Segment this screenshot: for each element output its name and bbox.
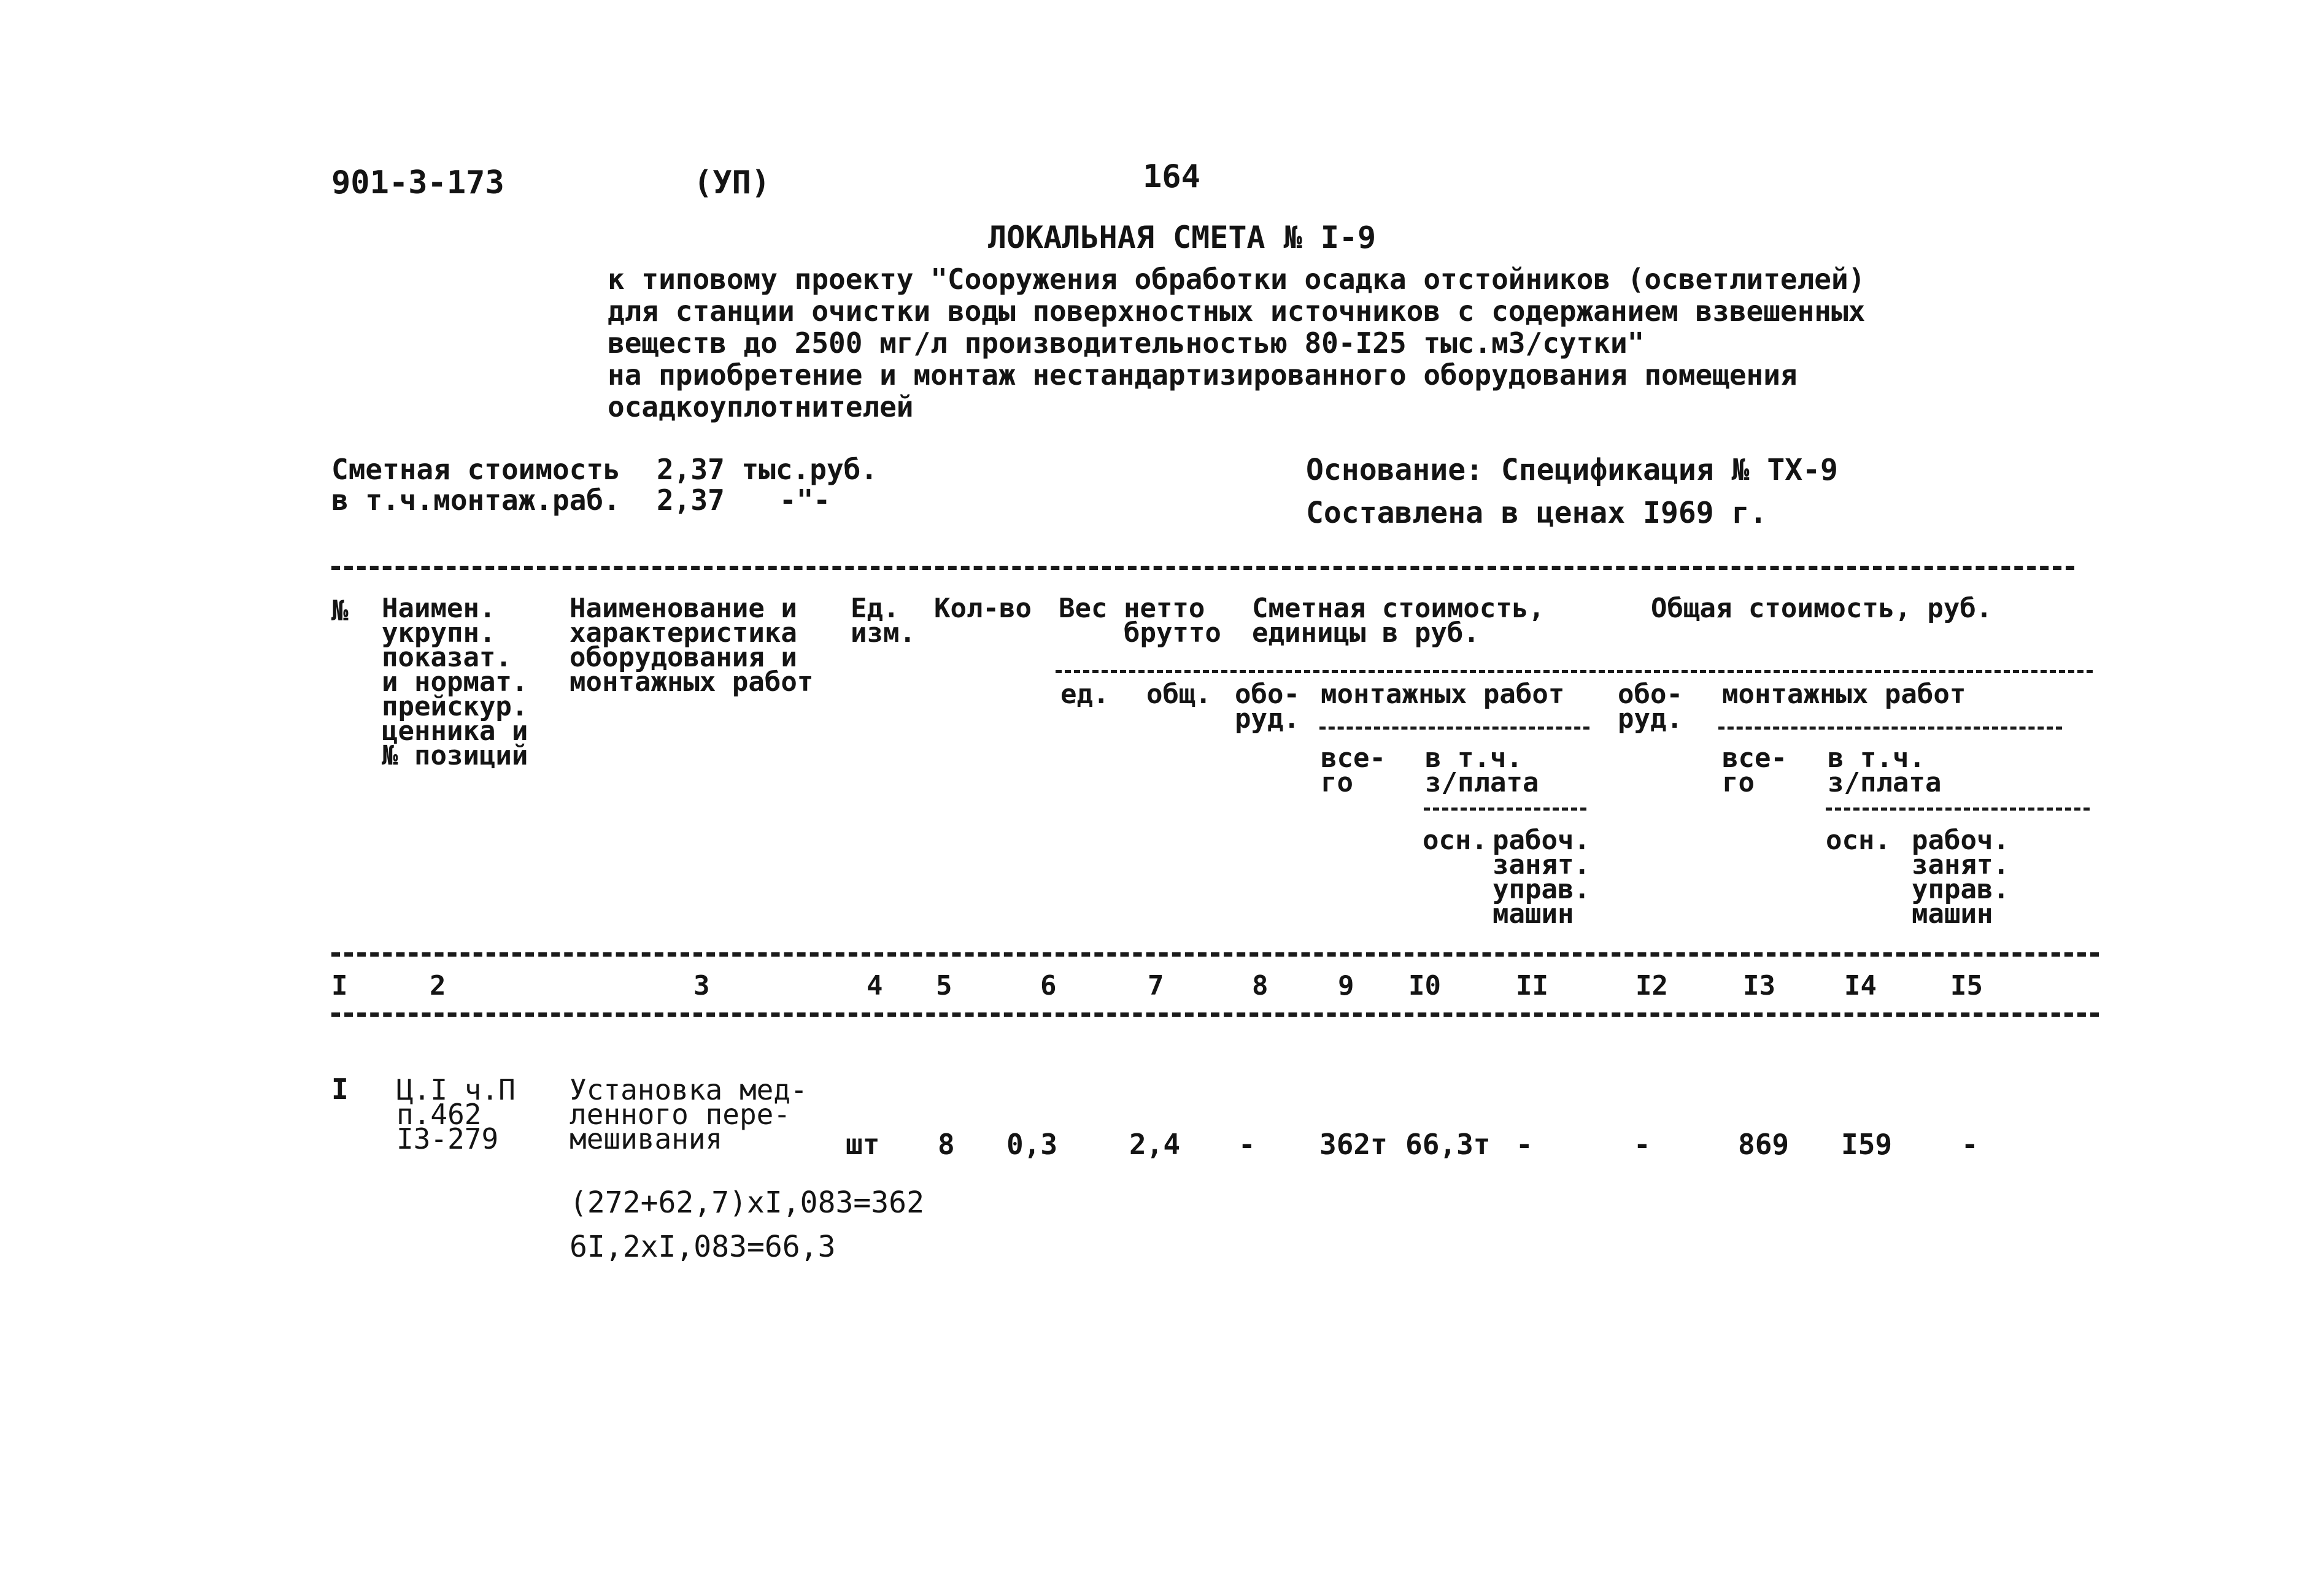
col-num: II (1516, 970, 1548, 1001)
subtitle-line: осадкоуплотнителей (608, 390, 914, 423)
row-machines-unit: - (1516, 1128, 1533, 1161)
rule-sub-1 (1056, 670, 2093, 673)
col-num: 3 (693, 970, 710, 1001)
row-mount-unit: 362т (1319, 1128, 1388, 1161)
col-num: I4 (1844, 970, 1877, 1001)
subtitle-line: к типовому проекту "Сооружения обработки осадка отстойников (осветлителей) (608, 263, 1866, 296)
subtitle-line: на приобретение и монтаж нестандартизированного оборудования помещения (608, 358, 1798, 391)
prices-year: Составлена в ценах I969 г. (1306, 496, 1767, 530)
calc-line: (272+62,7)хI,083=362 (570, 1185, 924, 1220)
header-total-cost: Общая стоимость, руб. (1651, 593, 1993, 624)
subtitle-line: для станции очистки воды поверхностных источников с содержанием взвешенных (608, 295, 1866, 328)
rule-wage-1 (1424, 808, 1586, 811)
header-incl-total: в т.ч. з/плата (1828, 742, 1942, 798)
subtitle-line: веществ до 2500 мг/л производительностью 80-I25 тыс.м3/сутки" (608, 326, 1645, 360)
col-num: 8 (1252, 970, 1269, 1001)
header-col-4: Ед. изм. (851, 593, 916, 649)
col-num: I2 (1636, 970, 1668, 1001)
header-all-unit: все- го (1321, 742, 1386, 798)
cost-value-2: 2,37 (657, 484, 725, 517)
rule-mount-1 (1319, 727, 1589, 730)
row-code: Ц.I ч.П п.462 I3-279 (396, 1073, 516, 1155)
row-wage-unit: 66,3т (1405, 1128, 1491, 1161)
subtitle-block (608, 265, 1865, 421)
header-col-1: № (331, 594, 349, 627)
row-wage-total: I59 (1841, 1128, 1893, 1161)
header-unit-cost: Сметная стоимость, единицы в руб. (1252, 593, 1545, 649)
cost-ditto: -"- (779, 484, 831, 517)
header-basic-total: осн. (1826, 825, 1891, 856)
cost-label-1: Сметная стоимость (331, 453, 620, 486)
header-all-total: все- го (1722, 742, 1787, 798)
col-num: 9 (1338, 970, 1354, 1001)
rule-head-bottom (331, 952, 2099, 957)
header-weight-unit: ед. (1060, 679, 1110, 710)
header-weight: Вес нетто брутто (1059, 593, 1221, 649)
header-col-3: Наименование и характеристика оборудования и монтажных работ (570, 593, 814, 698)
header-incl-unit: в т.ч. з/плата (1425, 742, 1539, 798)
document-title: ЛОКАЛЬНАЯ СМЕТА № I-9 (988, 220, 1377, 255)
cost-value-1: 2,37 тыс.руб. (657, 453, 878, 486)
album-mark: (УП) (693, 164, 771, 201)
row-qty: 8 (938, 1128, 955, 1161)
row-number: I (331, 1073, 349, 1106)
col-num: 2 (430, 970, 446, 1001)
cost-label-2: в т.ч.монтаж.раб. (331, 484, 620, 517)
header-weight-total: общ. (1146, 679, 1211, 710)
col-num: I3 (1743, 970, 1775, 1001)
header-basic-unit: осн. (1423, 825, 1488, 856)
col-num: 7 (1148, 970, 1164, 1001)
header-equip-total: обо- руд. (1618, 679, 1683, 734)
rule-num-bottom (331, 1012, 2099, 1017)
col-num: 5 (936, 970, 952, 1001)
header-mount-unit: монтажных работ (1321, 679, 1565, 710)
row-equip-unit: - (1238, 1128, 1256, 1161)
basis: Основание: Спецификация № ТХ-9 (1306, 453, 1838, 487)
rule-top (331, 566, 2074, 570)
row-unit: шт (846, 1128, 880, 1161)
row-weight-total: 2,4 (1129, 1128, 1181, 1161)
header-mount-total: монтажных работ (1722, 679, 1966, 710)
header-equip-unit: обо- руд. (1235, 679, 1300, 734)
col-num: I (331, 970, 348, 1001)
calc-line: 6I,2хI,083=66,3 (570, 1230, 836, 1264)
rule-mount-2 (1718, 727, 2062, 730)
col-num: I5 (1950, 970, 1983, 1001)
col-num: 6 (1040, 970, 1057, 1001)
col-num: 4 (867, 970, 883, 1001)
doc-code: 901-3-173 (331, 164, 504, 201)
header-machines-unit: рабоч. занят. управ. машин (1493, 825, 1590, 930)
col-num: I0 (1408, 970, 1441, 1001)
header-col-5: Кол-во (934, 593, 1032, 624)
row-weight-unit: 0,3 (1006, 1128, 1058, 1161)
row-mount-total: 869 (1738, 1128, 1790, 1161)
rule-wage-2 (1826, 808, 2090, 811)
row-machines-total: - (1961, 1128, 1979, 1161)
page-number: 164 (1143, 158, 1200, 195)
row-equip-total: - (1634, 1128, 1651, 1161)
header-machines-total: рабоч. занят. управ. машин (1912, 825, 2009, 930)
header-col-2: Наимен. укрупн. показат. и нормат. прейскур. ценника и № позиций (382, 593, 528, 771)
row-name: Установка мед- ленного пере- мешивания (570, 1073, 808, 1155)
